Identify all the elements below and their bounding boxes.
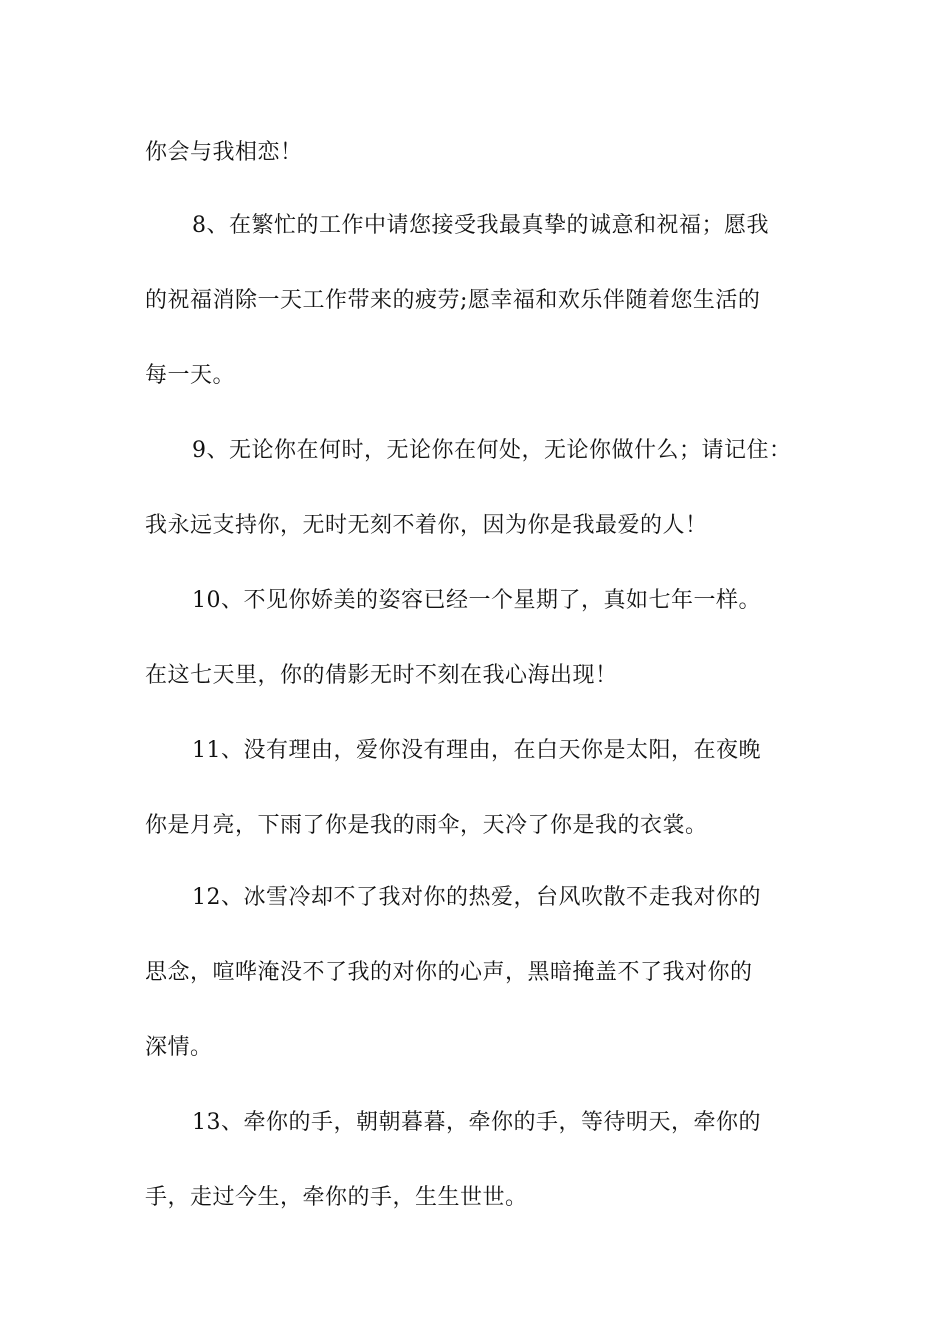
paragraph-10-line-2: 在这七天里，你的倩影无时不刻在我心海出现！ [145,663,618,688]
paragraph-12-line-2: 思念，喧哗淹没不了我的对你的心声，黑暗掩盖不了我对你的 [145,960,753,985]
paragraph-11-line-2: 你是月亮，下雨了你是我的雨伞，天冷了你是我的衣裳。 [145,813,708,838]
paragraph-12-line-1: 12、冰雪冷却不了我对你的热爱，台风吹散不走我对你的 [192,885,761,910]
paragraph-10-line-1: 10、不见你娇美的姿容已经一个星期了，真如七年一样。 [192,588,761,613]
paragraph-9-line-2: 我永远支持你，无时无刻不着你，因为你是我最爱的人！ [145,513,708,538]
paragraph-8-line-1: 8、在繁忙的工作中请您接受我最真挚的诚意和祝福；愿我 [192,213,769,238]
paragraph-8-line-2: 的祝福消除一天工作带来的疲劳;愿幸福和欢乐伴随着您生活的 [145,288,761,313]
text-line: 你会与我相恋！ [145,140,303,165]
paragraph-9-line-1: 9、无论你在何时，无论你在何处，无论你做什么；请记住： [192,438,792,463]
paragraph-11-line-1: 11、没有理由，爱你没有理由，在白天你是太阳，在夜晚 [192,738,761,763]
paragraph-8-line-3: 每一天。 [145,363,236,388]
paragraph-13-line-2: 手，走过今生，牵你的手，生生世世。 [145,1185,528,1210]
paragraph-13-line-1: 13、牵你的手，朝朝暮暮，牵你的手，等待明天，牵你的 [192,1110,761,1135]
paragraph-12-line-3: 深情。 [145,1035,213,1060]
